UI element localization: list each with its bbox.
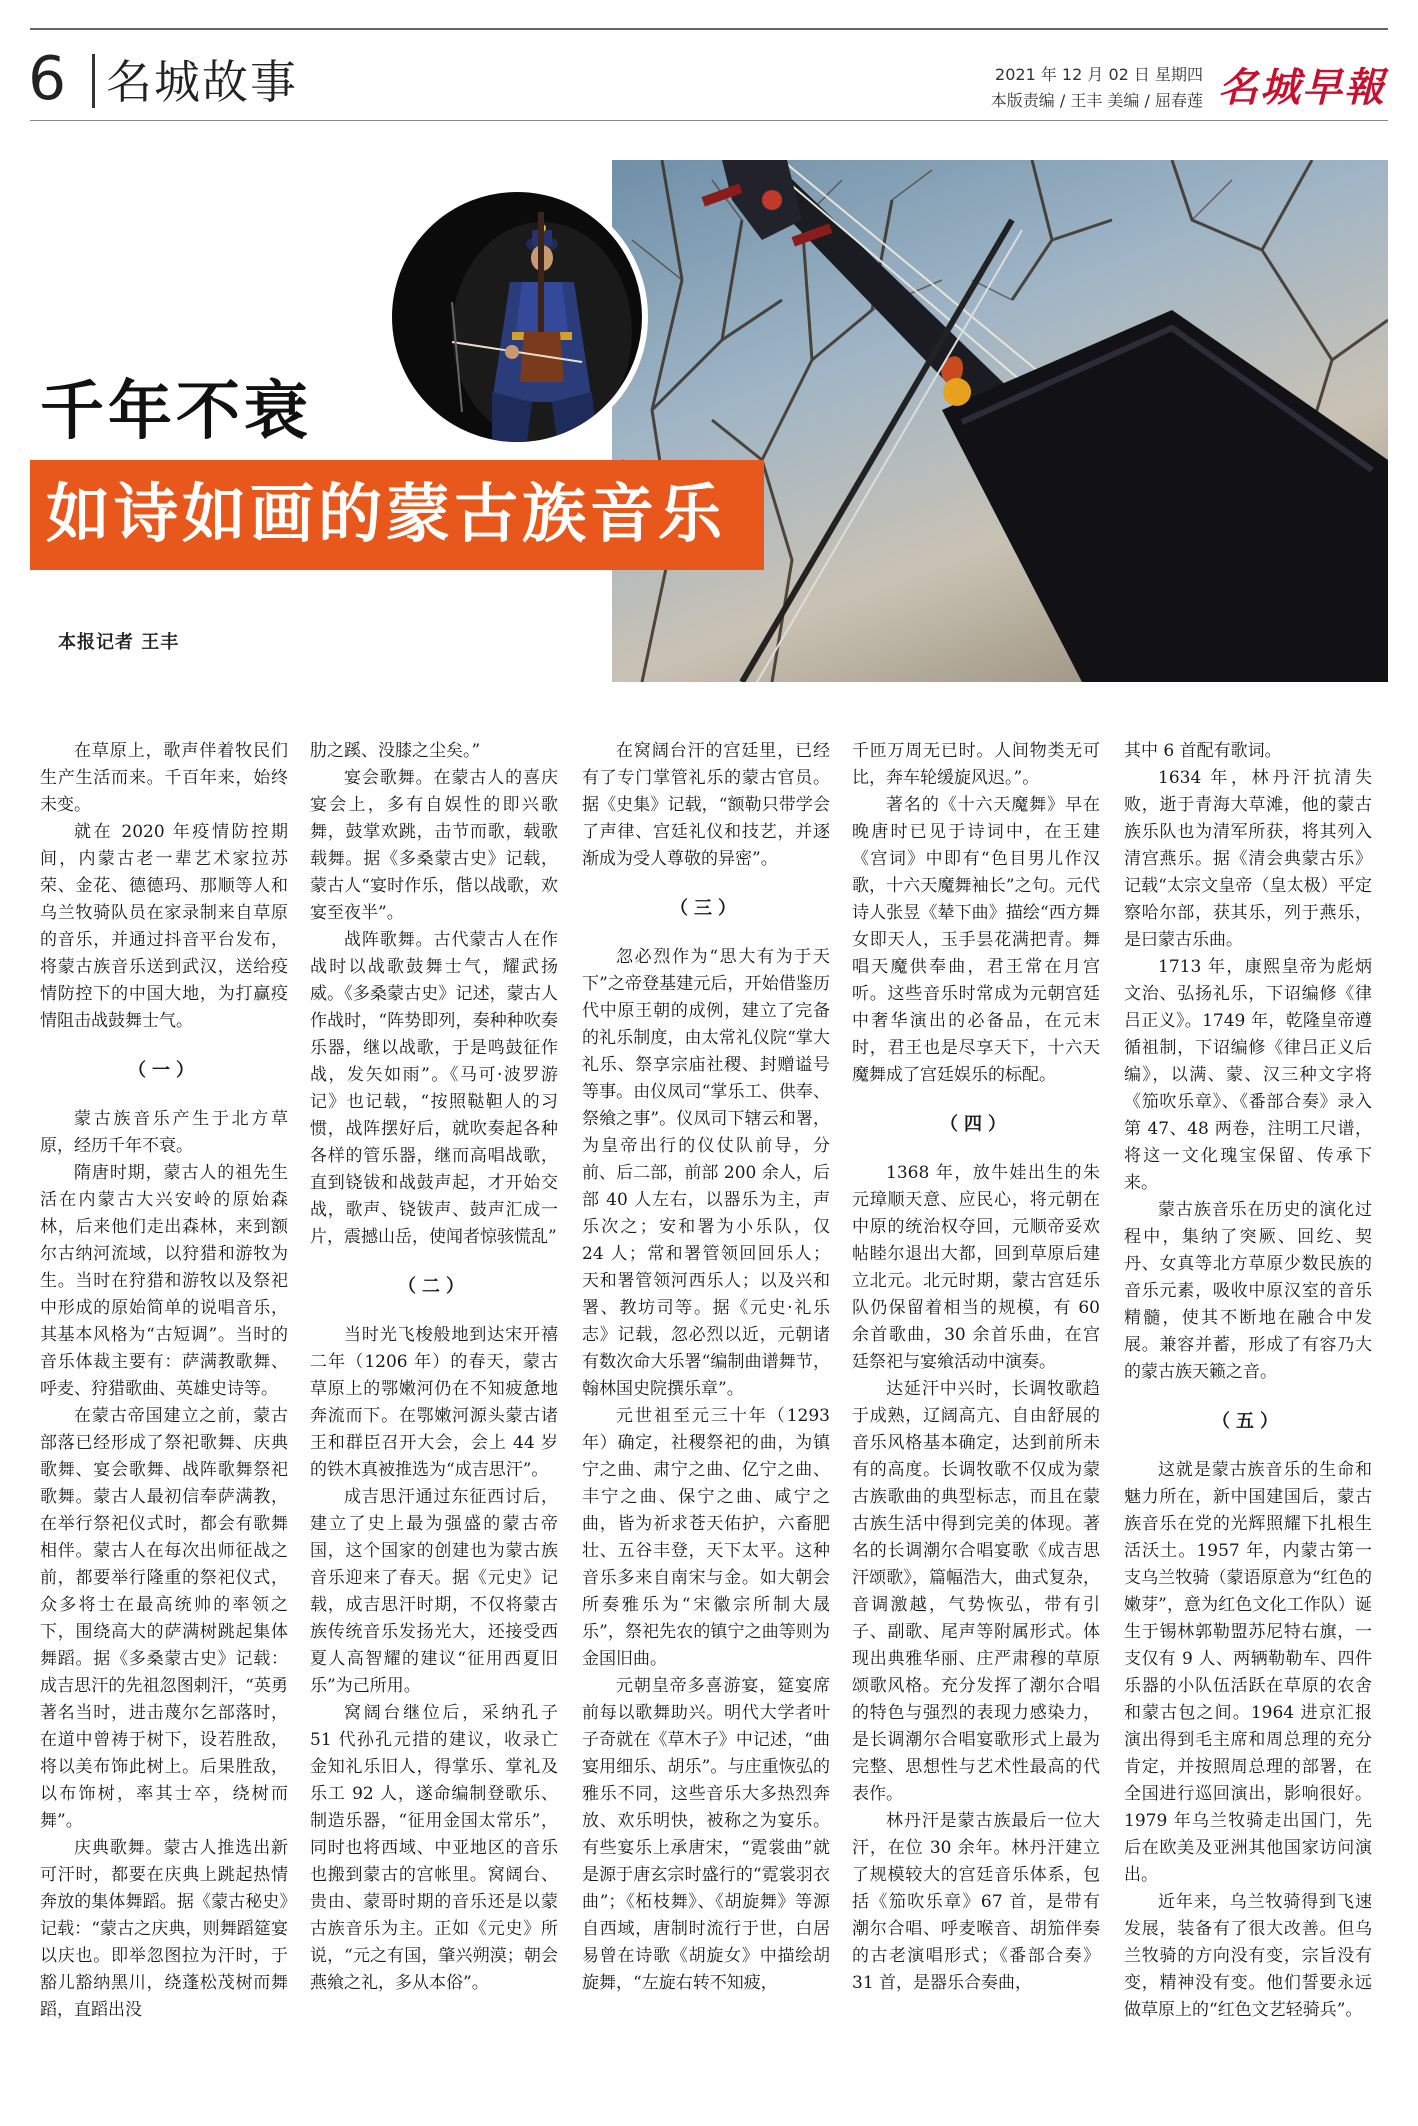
- section-heading: （一）: [128, 1060, 200, 1081]
- musician-silhouette: [392, 192, 648, 448]
- paragraph: 当时光飞梭般地到达宋开禧二年（1206 年）的春天，蒙古草原上的鄂嫩河仍在不知疲惫地奔流而下。在鄂嫩河源头蒙古诸王和群臣召开大会，会上 44 岁的铁木真被推选为“成吉思汗”。: [310, 1325, 558, 1480]
- paragraph: 近年来，乌兰牧骑得到飞速发展，装备有了很大改善。但乌兰牧骑的方向没有变，宗旨没有变，精神没有变。他们誓要永远做草原上的“红色文艺轻骑兵”。: [1124, 1892, 1372, 2020]
- paragraph: 1634 年，林丹汗抗清失败，逝于青海大草滩，他的蒙古族乐队也为清军所获，将其列入清宫燕乐。据《清会典蒙古乐》记载“太宗文皇帝（皇太极）平定察哈尔部，获其乐，列于燕乐，是曰蒙古乐曲。: [1124, 768, 1372, 950]
- section-heading: （五）: [1212, 1411, 1284, 1432]
- paragraph: 战阵歌舞。古代蒙古人在作战时以战歌鼓舞士气，耀武扬威。《多桑蒙古史》记述，蒙古人作战时，“阵势即列，奏种种吹奏乐器，继以战歌，于是鸣鼓征作战，发矢如雨”。《马可·波罗游记》也记载，“按照鞑靼人的习惯，战阵摆好后，就吹奏起各种各样的管乐器，继而高唱战歌，直到铙钹和战鼓声起，才开始交战，歌声、铙钹声、鼓声汇成一片，震撼山岳，使闻者惊骇慌乱”: [310, 930, 558, 1247]
- paragraph: 林丹汗是蒙古族最后一位大汗，在位 30 余年。林丹汗建立了规模较大的宫廷音乐体系，包括《笳吹乐章》67 首，是带有潮尔合唱、呼麦喉音、胡笳伴奏的古老演唱形式；《番部合奏》31 首，是器乐合奏曲，: [852, 1811, 1100, 1993]
- publication-date: 2021 年 12 月 02 日 星期四: [995, 65, 1203, 84]
- paragraph: 窝阔台继位后，采纳孔子 51 代孙孔元措的建议，收录亡金知礼乐旧人，得掌乐、掌礼及乐工 92 人，遂命编制登歌乐、制造乐器，“征用金国太常乐”，同时也将西域、中亚地区的音乐也搬到蒙古的宫帐里。窝阔台、贵由、蒙哥时期的音乐还是以蒙古族音乐为主。正如《元史》所说，“元之有国，肇兴朔漠；朝会燕飨之礼，多从本俗”。: [310, 1703, 558, 1993]
- paragraph: 宴会歌舞。在蒙古人的喜庆宴会上，多有自娱性的即兴歌舞，鼓掌欢跳，击节而歌，载歌载舞。据《多桑蒙古史》记载，蒙古人“宴时作乐，偕以战歌，欢宴至夜半”。: [310, 768, 558, 923]
- paragraph: 成吉思汗通过东征西讨后，建立了史上最为强盛的蒙古帝国，这个国家的创建也为蒙古族音乐迎来了春天。据《元史》记载，成吉思汗时期，不仅将蒙古族传统音乐发扬光大，还接受西夏人高智耀的建议“征用西夏旧乐”为己所用。: [310, 1487, 558, 1696]
- paragraph: 隋唐时期，蒙古人的祖先生活在内蒙古大兴安岭的原始森林，后来他们走出森林，来到额尔古纳河流域，以狩猎和游牧为生。当时在狩猎和游牧以及祭祀中形成的原始简单的说唱音乐，其基本风格为“古短调”。当时的音乐体裁主要有：萨满教歌舞、呼麦、狩猎歌曲、英雄史诗等。: [40, 1163, 288, 1399]
- section-heading: （二）: [398, 1276, 470, 1297]
- paragraph: 著名的《十六天魔舞》早在晚唐时已见于诗词中，在王建《宫词》中即有“色目男儿作汉歌，十六天魔舞袖长”之句。元代诗人张昱《辇下曲》描绘“西方舞女即天人，玉手昙花满把青。舞唱天魔供奉曲，君王常在月宫听。这些音乐时常成为元朝宫廷中奢华演出的必备品，在元末时，君王也是尽享天下，十六天魔舞成了宫廷娱乐的标配。: [852, 795, 1100, 1085]
- paragraph: 其中 6 首配有歌词。: [1124, 741, 1282, 761]
- editor-credits: 本版责编 / 王丰 美编 / 屈春莲: [990, 91, 1203, 110]
- header-separator: [92, 54, 95, 108]
- section-title: 名城故事: [106, 55, 298, 109]
- paragraph: 达延汗中兴时，长调牧歌趋于成熟，辽阔高亢、自由舒展的音乐风格基本确定，达到前所未有的高度。长调牧歌不仅成为蒙古族歌曲的典型标志，而且在蒙古族生活中得到完美的体现。著名的长调潮尔合唱宴歌《成吉思汗颂歌》，篇幅浩大，曲式复杂，音调激越，气势恢弘，带有引子、副歌、尾声等附属形式。体现出典雅华丽、庄严肃穆的草原颂歌风格。充分发挥了潮尔合唱的特色与强烈的表现力感染力，是长调潮尔合唱宴歌形式上最为完整、思想性与艺术性最高的代表作。: [852, 1379, 1100, 1804]
- paragraph: 元朝皇帝多喜游宴，筵宴席前每以歌舞助兴。明代大学者叶子奇就在《草木子》中记述，“曲宴用细乐、胡乐”。与庄重恢弘的雅乐不同，这些音乐大多热烈奔放、欢乐明快，被称之为宴乐。有些宴乐上承唐宋，“霓裳曲”就是源于唐玄宗时盛行的“霓裳羽衣曲”；《柘枝舞》、《胡旋舞》等源自西域，唐制时流行于世，白居易曾在诗歌《胡旋女》中描绘胡旋舞，“左旋右转不知疲，: [582, 1676, 830, 1993]
- article-column-2: [310, 738, 558, 1997]
- hero-photo: [612, 160, 1388, 682]
- article-column-4: [852, 738, 1100, 1997]
- headline-kicker: 千年不衰: [40, 375, 312, 449]
- article-column-3: [582, 738, 830, 1997]
- article-column-5: [1124, 738, 1372, 2024]
- morin-khuur-illustration: [612, 160, 1388, 682]
- paragraph: 蒙古族音乐产生于北方草原，经历千年不衰。: [40, 1109, 288, 1156]
- section-heading: （三）: [670, 898, 742, 919]
- paragraph: 在窝阔台汗的宫廷里，已经有了专门掌管礼乐的蒙古官员。据《史集》记载，“额勒只带学会了声律、宫廷礼仪和技艺，并逐渐成为受人尊敬的异密”。: [582, 741, 830, 869]
- top-rule: [30, 28, 1388, 30]
- paragraph: 1713 年，康熙皇帝为彪炳文治、弘扬礼乐，下诏编修《律吕正义》。1749 年，乾隆皇帝遵循祖制，下诏编修《律吕正义后编》，以满、蒙、汉三种文字将《笳吹乐章》、《番部合奏》录入第 47、48 两卷，注明工尺谱，将这一文化瑰宝保留、传承下来。: [1124, 957, 1372, 1193]
- paragraph: 1368 年，放牛娃出生的朱元璋顺天意、应民心，将元朝在中原的统治权夺回，元顺帝妥欢帖睦尔退出大都，回到草原后建立北元。北元时期，蒙古宫廷乐队仍保留着相当的规模，有 60 余首歌曲，30 余首乐曲，在宫廷祭祀与宴飨活动中演奏。: [852, 1163, 1100, 1372]
- paragraph: 就在 2020 年疫情防控期间，内蒙古老一辈艺术家拉苏荣、金花、德德玛、那顺等人和乌兰牧骑队员在家录制来自草原的音乐，并通过抖音平台发布，将蒙古族音乐送到武汉，送给疫情防控下的中国大地，为打赢疫情阻击战鼓舞士气。: [40, 822, 288, 1031]
- musician-photo: [386, 186, 648, 448]
- paragraph: 这就是蒙古族音乐的生命和魅力所在，新中国建国后，蒙古族音乐在党的光辉照耀下扎根生活沃土。1957 年，内蒙古第一支乌兰牧骑（蒙语原意为“红色的嫩芽”，意为红色文化工作队）诞生于锡林郭勒盟苏尼特右旗，一支仅有 9 人、两辆勒勒车、四件乐器的小队伍活跃在草原的农舍和蒙古包之间。1964 进京汇报演出得到毛主席和周总理的充分肯定，并按照周总理的部署，在全国进行巡回演出，影响很好。1979 年乌兰牧骑走出国门，先后在欧美及亚洲其他国家访问演出。: [1124, 1460, 1372, 1885]
- paragraph: 千匝万周无已时。人间物类无可比，奔车轮缓旋风迟。”。: [852, 741, 1100, 788]
- newspaper-logo: 名城早報: [1218, 64, 1386, 111]
- paragraph: 蒙古族音乐在历史的演化过程中，集纳了突厥、回纥、契丹、女真等北方草原少数民族的音乐元素，吸收中原汉室的音乐精髓，使其不断地在融合中发展。兼容并蓄，形成了有容乃大的蒙古族天籁之音。: [1124, 1200, 1372, 1382]
- byline: 本报记者 王丰: [58, 632, 180, 653]
- section-heading: （四）: [940, 1114, 1012, 1135]
- paragraph: 忽必烈作为“思大有为于天下”之帝登基建元后，开始借鉴历代中原王朝的成例，建立了完备的礼乐制度，由太常礼仪院“掌大礼乐、祭享宗庙社稷、封赠谥号等事。由仪凤司“掌乐工、供奉、祭飨之事”。仪凤司下辖云和署，为皇帝出行的仪仗队前导，分前、后二部，前部 200 余人，后部 40 人左右，以器乐为主，声乐次之；安和署为小乐队，仅 24 人；常和署管领回回乐人；天和署管领河西乐人；以及兴和署、教坊司等。据《元史·礼乐志》记载，忽必烈以近，元朝诸有数次命大乐署“编制曲谱舞节，翰林国史院撰乐章”。: [582, 947, 830, 1399]
- page-number: 6: [28, 44, 67, 114]
- article-column-1: [40, 738, 288, 2024]
- paragraph: 元世祖至元三十年（1293年）确定，社稷祭祀的曲，为镇宁之曲、肃宁之曲、亿宁之曲、丰宁之曲、保宁之曲、咸宁之曲，皆为祈求苍天佑护，六畜肥壮、五谷丰登，天下太平。这种音乐多来自南宋与金。如大朝会所奏雅乐为“宋徽宗所制大晟乐”，祭祀先农的镇宁之曲等则为金国旧曲。: [582, 1406, 830, 1669]
- paragraph: 庆典歌舞。蒙古人推选出新可汗时，都要在庆典上跳起热情奔放的集体舞蹈。据《蒙古秘史》记载：“蒙古之庆典，则舞蹈筵宴以庆也。即举忽图拉为汗时，于豁儿豁纳黑川，绕蓬松茂树而舞蹈，直蹈出没: [40, 1838, 288, 2020]
- paragraph: 在草原上，歌声伴着牧民们生产生活而来。千百年来，始终未变。: [40, 741, 288, 815]
- header-rule: [30, 120, 1388, 121]
- paragraph: 在蒙古帝国建立之前，蒙古部落已经形成了祭祀歌舞、庆典歌舞、宴会歌舞、战阵歌舞祭祀歌舞。蒙古人最初信奉萨满教，在举行祭祀仪式时，都会有歌舞相伴。蒙古人在每次出师征战之前，都要举行隆重的祭祀仪式，众多将士在最高统帅的率领之下，围绕高大的萨满树跳起集体舞蹈。据《多桑蒙古史》记载：成吉思汗的先祖忽图剌汗，“英勇著名当时，进击蔑尔乞部落时，在道中曾祷于树下，设若胜敌，将以美布饰此树上。后果胜敌，以布饰树，率其士卒，绕树而舞”。: [40, 1406, 288, 1831]
- paragraph: 肋之蹊、没膝之尘矣。”: [310, 741, 481, 761]
- headline-title: 如诗如画的蒙古族音乐: [46, 478, 726, 552]
